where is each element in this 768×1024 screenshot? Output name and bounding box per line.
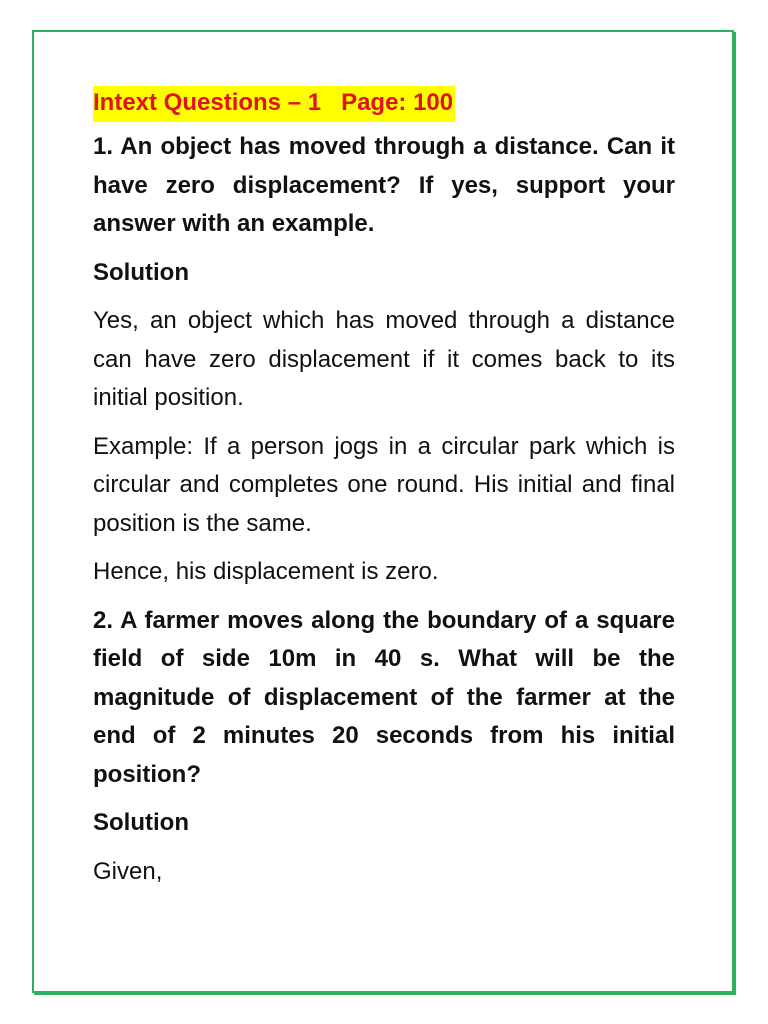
- answer-1-paragraph-3: Hence, his displacement is zero.: [93, 558, 439, 585]
- question-2: 2. A farmer moves along the boundary of a square field of side 10m in 40 s. What will be the magnitude of displacement of the farmer at the end of 2 minutes 20 seconds from his initial position?: [93, 606, 675, 788]
- answer-1-paragraph-1: Yes, an object which has moved through a distance can have zero displacement if it comes back to its initial position.: [93, 307, 675, 411]
- question-1: 1. An object has moved through a distance. Can it have zero displacement? If yes, support your answer with an example.: [93, 133, 675, 237]
- answer-2-paragraph-1: Given,: [93, 857, 163, 885]
- solution-1-label: Solution: [93, 258, 189, 286]
- heading-row: [93, 86, 675, 124]
- answer-1-paragraph-2: Example: If a person jogs in a circular park which is circular and completes one round. His initial and final position is the same.: [93, 432, 675, 537]
- document-content: [93, 86, 675, 901]
- section-heading: Intext Questions – 1 Page: 100: [93, 86, 455, 122]
- solution-2-label: Solution: [93, 809, 189, 836]
